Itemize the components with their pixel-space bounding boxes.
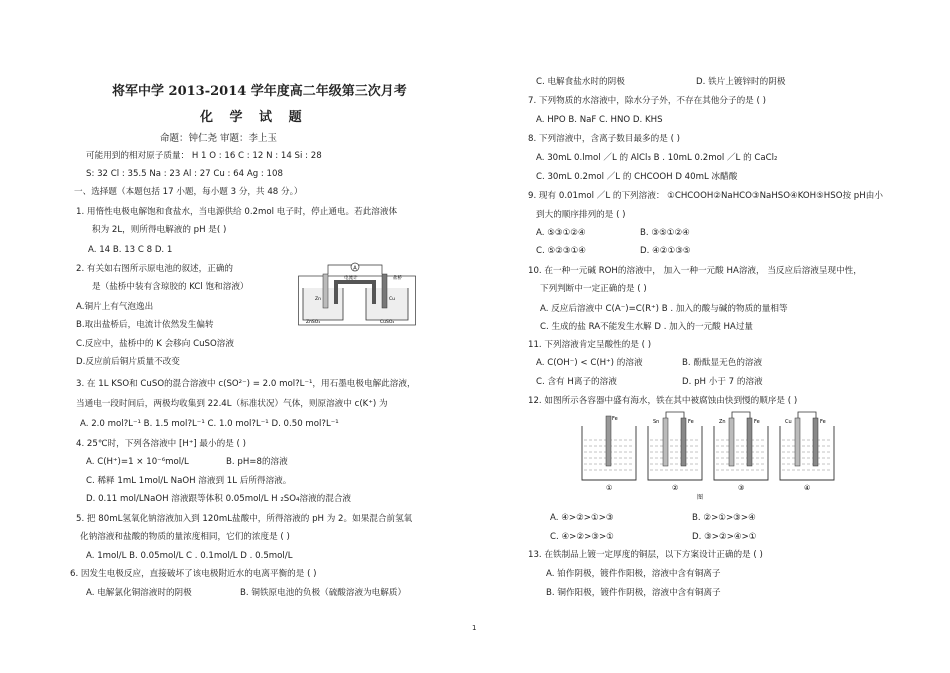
salt-bridge-label: 盐桥 xyxy=(393,276,402,281)
question-10: 10. 在一种一元碱 ROH的溶液中， 加入一种一元酸 HA溶液， 当反应后溶液呈现中性， xyxy=(528,266,862,276)
question-4-option-a: A. C(H⁺)=1 × 10⁻⁶mol/L xyxy=(86,457,189,467)
question-13-option-a: A. 铂作阴极，镀件作阳极，溶液中含有铜离子 xyxy=(546,569,721,579)
beaker-3 xyxy=(714,412,768,492)
beaker-number: ① xyxy=(606,484,613,492)
question-4: 4. 25℃时，下列各溶液中 [H⁺] 最小的是 ( ) xyxy=(76,439,246,449)
question-12-option-d: D. ③>②>④>① xyxy=(692,532,757,542)
question-2-option-b: B.取出盐桥后，电流计依然发生偏转 xyxy=(76,320,214,330)
electrode-label: Fe xyxy=(820,419,826,425)
electrode-label: Zn xyxy=(719,419,726,425)
atomic-masses-line-2: S: 32 Cl : 35.5 Na : 23 Al : 27 Cu : 64 Ag : 108 xyxy=(86,169,283,179)
question-1-cont: 积为 2L，则所得电解液的 pH 是( ) xyxy=(92,225,227,235)
meter-label: 电流计 xyxy=(344,276,358,281)
question-11-option-d: D. pH 小于 7 的溶液 xyxy=(682,377,763,387)
question-11-option-c: C. 含有 H离子的溶液 xyxy=(536,377,617,387)
question-2-option-d: D.反应前后铜片质量不改变 xyxy=(76,357,180,367)
question-11-option-a: A. C(OH⁻) < C(H⁺) 的溶液 xyxy=(536,358,643,368)
question-9-option-c: C. ⑤②③①④ xyxy=(536,246,586,256)
question-4-option-b: B. pH=8的溶液 xyxy=(226,457,288,467)
question-5: 5. 把 80mL氢氧化钠溶液加入到 120mL盐酸中，所得溶液的 pH 为 2。如果混合前氢氧 xyxy=(76,514,413,524)
question-13: 13. 在铁制品上镀一定厚度的铜层，以下方案设计正确的是 ( ) xyxy=(528,550,763,560)
question-2-cont: 是（盐桥中装有含琼胶的 KCl 饱和溶液） xyxy=(92,282,249,292)
beaker-number: ② xyxy=(672,484,679,492)
question-11-option-b: B. 酚酞显无色的溶液 xyxy=(682,358,763,368)
figure-caption: 图 xyxy=(697,494,704,500)
electrode-label: Fe xyxy=(754,419,760,425)
question-12: 12. 如图所示各容器中盛有海水，铁在其中被腐蚀由快到慢的顺序是 ( ) xyxy=(528,396,798,406)
galvanic-cell-figure xyxy=(298,262,416,326)
atomic-masses-line-1: 可能用到的相对原子质量： H 1 O : 16 C : 12 N : 14 Si : 28 xyxy=(86,151,322,161)
question-8-options-cd: C. 30mL 0.2mol ／L 的 CHCOOH D 40mL 冰醋酸 xyxy=(536,172,738,182)
question-11: 11. 下列溶液肯定呈酸性的是 ( ) xyxy=(528,340,652,350)
beaker-number: ④ xyxy=(804,484,811,492)
question-3-cont: 当通电一段时间后，两极均收集到 22.4L（标准状况）气体，则原溶液中 c(K⁺) 为 xyxy=(76,399,388,409)
cu-label: Cu xyxy=(389,297,395,302)
question-6-option-d: D. 铁片上镀锌时的阴极 xyxy=(696,77,786,87)
question-8-options-ab: A. 30mL 0.lmol ／L 的 AlCl₃ B . 10mL 0.2mol ／L 的 CaCl₂ xyxy=(536,153,778,163)
page-number: 1 xyxy=(472,624,477,632)
question-3-options: A. 2.0 mol?L⁻¹ B. 1.5 mol?L⁻¹ C. 1.0 mol?L⁻¹ D. 0.50 mol?L⁻¹ xyxy=(80,419,339,429)
question-12-option-a: A. ④>②>①>③ xyxy=(550,513,614,523)
question-4-option-c: C. 稀释 1mL 1mol/L NaOH 溶液到 1L 后所得溶液。 xyxy=(86,476,292,486)
question-5-options: A. 1mol/L B. 0.05mol/L C . 0.1mol/L D . 0.5mol/L xyxy=(86,551,293,561)
beaker-2 xyxy=(648,412,702,492)
question-6: 6. 因发生电极反应，直接破坏了该电极附近水的电离平衡的是 ( ) xyxy=(70,569,317,579)
exam-authors: 命题：钟仁尧 审题：李上玉 xyxy=(160,133,278,144)
question-4-option-d: D. 0.11 mol/LNaOH 溶液跟等体积 0.05mol/L H ₂SO₄溶液的混合液 xyxy=(86,494,352,504)
question-10-options-ab: A. 反应后溶液中 C(A⁻)=C(R⁺) B . 加入的酸与碱的物质的量相等 xyxy=(540,304,788,314)
question-2: 2. 有关如右图所示原电池的叙述，正确的 xyxy=(76,264,234,274)
question-6-option-a: A. 电解氯化铜溶液时的阴极 xyxy=(86,588,192,598)
cuso4-label: CuSO₄ xyxy=(380,320,395,325)
question-9: 9. 现有 0.01mol ／L 的下列溶液： ①CHCOOH②NaHCO③NaHSO④KOH⑤HSO按 pH由小 xyxy=(528,191,883,201)
question-12-option-b: B. ②>①>③>④ xyxy=(692,513,756,523)
question-6-option-b: B. 铜铁原电池的负极（硫酸溶液为电解质） xyxy=(240,588,407,598)
question-9-option-a: A. ⑤③①②④ xyxy=(536,228,586,238)
question-9-option-d: D. ④②①③⑤ xyxy=(640,246,691,256)
question-5-cont: 化钠溶液和盐酸的物质的量浓度相同，它们的浓度是 ( ) xyxy=(80,532,290,542)
electrode-label: Cu xyxy=(785,419,792,425)
electrode-label: Sn xyxy=(653,419,660,425)
question-1: 1. 用惰性电极电解饱和食盐水，当电源供给 0.2mol 电子时，停止通电。若此溶液体 xyxy=(76,207,398,217)
corrosion-beakers-figure xyxy=(578,410,836,500)
electrode-label: Fe xyxy=(688,419,694,425)
question-1-options: A. 14 B. 13 C 8 D. 1 xyxy=(88,245,173,255)
znso4-label: ZnSO₄ xyxy=(306,320,321,325)
exam-title: 将军中学 2013-2014 学年度高二年级第三次月考 xyxy=(112,84,407,99)
zn-label: Zn xyxy=(315,297,321,302)
question-13-option-b: B. 铜作阳极，镀件作阴极，溶液中含有铜离子 xyxy=(546,588,721,598)
beaker-number: ③ xyxy=(738,484,745,492)
question-6-option-c: C. 电解食盐水时的阴极 xyxy=(536,77,625,87)
question-9-cont: 到大的顺序排列的是 ( ) xyxy=(536,210,626,220)
exam-subtitle: 化 学 试 题 xyxy=(200,110,308,125)
question-2-option-c: C.反应中，盐桥中的 K 会移向 CuSO溶液 xyxy=(76,339,234,349)
electrode-label: Fe xyxy=(612,416,618,422)
meter-symbol: A xyxy=(353,265,357,272)
beaker-4 xyxy=(780,412,834,492)
question-2-option-a: A.铜片上有气泡逸出 xyxy=(76,302,154,312)
question-7: 7. 下列物质的水溶液中，除水分子外，不存在其他分子的是 ( ) xyxy=(528,96,766,106)
question-9-option-b: B. ③⑤①②④ xyxy=(640,228,690,238)
beaker-1 xyxy=(582,416,636,492)
question-8: 8. 下列溶液中，含离子数目最多的是 ( ) xyxy=(528,134,681,144)
question-10-cont: 下列判断中一定正确的是 ( ) xyxy=(540,284,647,294)
section-heading: 一、选择题（本题包括 17 小题，每小题 3 分，共 48 分。） xyxy=(74,187,303,197)
question-10-options-cd: C. 生成的盐 RA不能发生水解 D . 加入的一元酸 HA过量 xyxy=(540,322,754,332)
question-12-option-c: C. ④>②>③>① xyxy=(550,532,614,542)
question-7-options: A. HPO B. NaF C. HNO D. KHS xyxy=(536,115,663,125)
question-3: 3. 在 1L KSO和 CuSO的混合溶液中 c(SO²⁻) = 2.0 mol?L⁻¹，用石墨电极电解此溶液， xyxy=(76,379,416,389)
